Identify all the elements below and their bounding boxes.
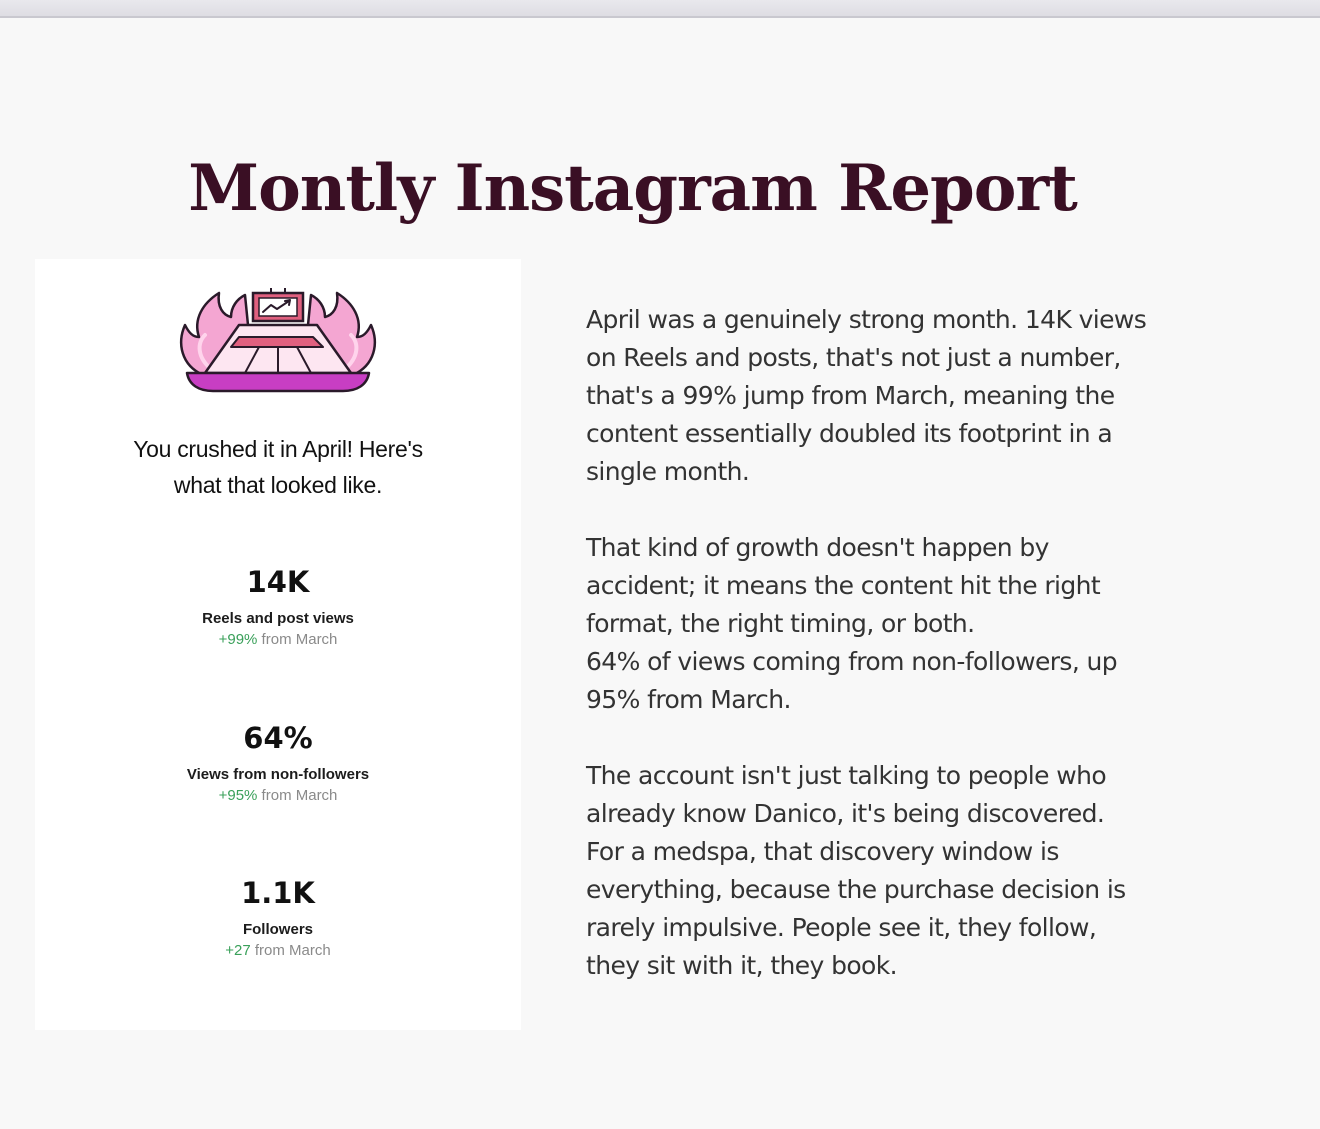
- text-line: single month.: [586, 457, 750, 486]
- stat-delta-suffix: from March: [257, 631, 338, 648]
- paragraph-1: [586, 301, 1266, 491]
- stat-delta: +95%: [218, 787, 258, 804]
- report-body-text: [586, 301, 1266, 985]
- stat-change: [35, 940, 521, 962]
- text-line: 95% from March.: [586, 685, 791, 714]
- flaming-trophy-chart-icon: [173, 281, 383, 395]
- text-line: they sit with it, they book.: [586, 951, 897, 980]
- stat-label: Views from non-followers: [186, 766, 370, 783]
- text-line: accident; it means the content hit the right: [586, 571, 1101, 600]
- stat-value: 14K: [246, 565, 310, 599]
- stat-delta-suffix: from March: [250, 942, 331, 959]
- paragraph-2: [586, 529, 1266, 719]
- text-line: The account isn't just talking to people who: [586, 761, 1107, 790]
- text-line: everything, because the purchase decision is: [586, 875, 1126, 904]
- text-line: rarely impulsive. People see it, they follow,: [586, 913, 1097, 942]
- text-line: April was a genuinely strong month. 14K views: [586, 305, 1147, 334]
- text-line: format, the right timing, or both.: [586, 609, 975, 638]
- page-title: Montly Instagram Report: [188, 150, 1077, 226]
- window-top-bar: [0, 0, 1320, 18]
- stat-followers: [35, 875, 521, 962]
- stat-value: 1.1K: [241, 876, 315, 910]
- card-headline-line: what that looked like.: [173, 472, 383, 498]
- text-line: content essentially doubled its footprint in a: [586, 419, 1113, 448]
- stat-delta: +27: [225, 942, 251, 959]
- stat-change: [35, 629, 521, 651]
- paragraph-gap: [586, 719, 1266, 757]
- text-line: That kind of growth doesn't happen by: [586, 533, 1049, 562]
- text-line: on Reels and posts, that's not just a number,: [586, 343, 1121, 372]
- stat-change: [35, 785, 521, 807]
- stat-value: 64%: [243, 721, 313, 755]
- stat-delta: +99%: [218, 631, 258, 648]
- text-line: For a medspa, that discovery window is: [586, 837, 1059, 866]
- card-headline-line: You crushed it in April! Here's: [133, 436, 423, 462]
- stat-delta-suffix: from March: [257, 787, 338, 804]
- text-line: already know Danico, it's being discovered.: [586, 799, 1105, 828]
- stat-label: Reels and post views: [202, 610, 354, 627]
- card-headline: [35, 431, 521, 503]
- stat-reels-views: [35, 564, 521, 651]
- stat-non-follower-views: [35, 720, 521, 807]
- text-line: that's a 99% jump from March, meaning the: [586, 381, 1115, 410]
- insights-card: [35, 259, 521, 1030]
- text-line: 64% of views coming from non-followers, up: [586, 647, 1118, 676]
- paragraph-gap: [586, 491, 1266, 529]
- stat-label: Followers: [242, 921, 313, 938]
- paragraph-3: [586, 757, 1266, 985]
